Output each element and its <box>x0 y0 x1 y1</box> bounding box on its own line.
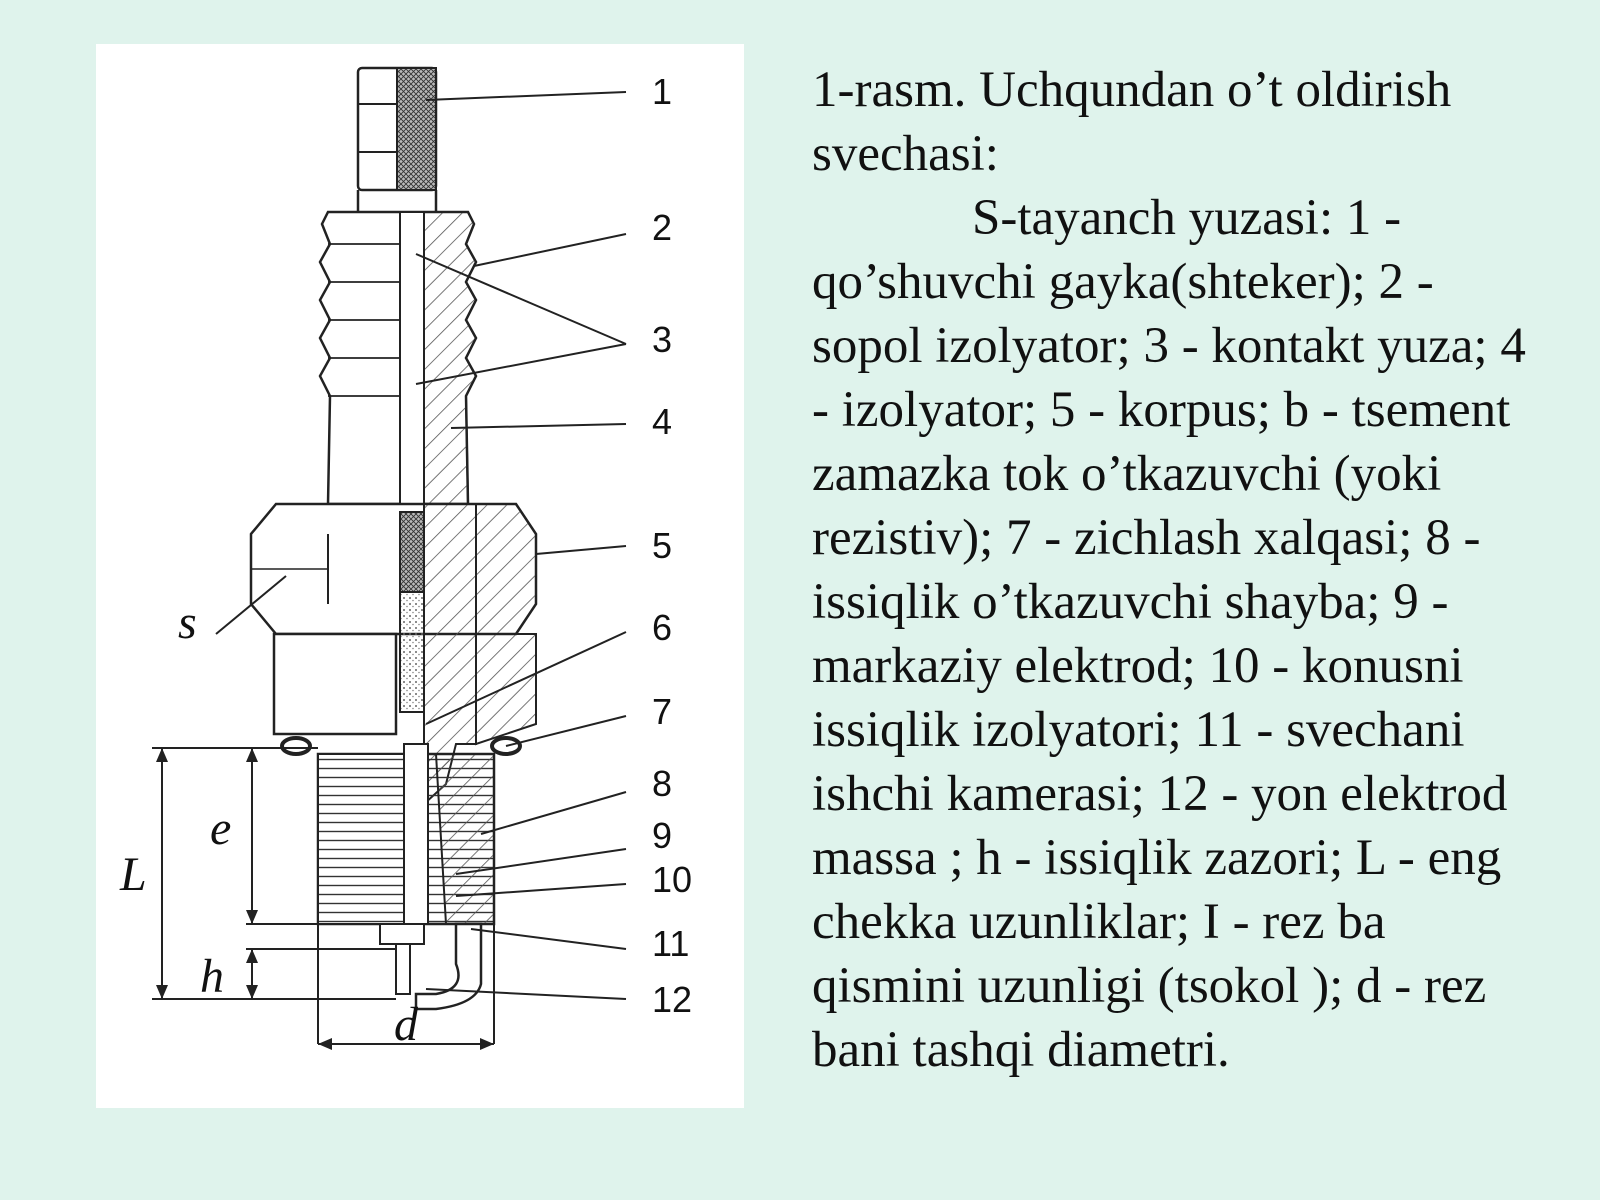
spark-plug-diagram <box>96 44 744 1108</box>
ceramic-insulator <box>320 190 476 512</box>
callout-12: 12 <box>652 979 693 1020</box>
electrode-tip <box>380 924 481 1009</box>
label-e: e <box>210 802 232 855</box>
label-L: L <box>120 848 147 901</box>
callout-8: 8 <box>652 763 673 804</box>
caption-title: 1-rasm. Uchqundan o’t oldirish svechasi: <box>812 62 1452 182</box>
terminal-nut <box>358 68 436 190</box>
callout-6: 6 <box>652 607 673 648</box>
spark-plug-drawing <box>96 44 744 1108</box>
callout-7: 7 <box>652 691 673 732</box>
callout-3: 3 <box>652 319 673 360</box>
callout-4: 4 <box>652 401 673 442</box>
caption-body: S-tayanch yuzasi: 1 - qo’shuvchi gayka(shteker); 2 - sopol izolyator; 3 - kontakt yuza; 4 - izolyator; 5 - korpus; b - tsement zamazka tok o’tkazuvchi (yoki rezistiv); 7 - zichlash xalqasi; 8 - issiqlik o’tkazuvchi shayba; 9 - markaziy elektrod; 10 - konusni issiqlik izolyatori; 11 - svechani ishchi kamerasi; 12 - yon elektrod massa ; h - issiqlik zazori; L - eng chekka uzunliklar; I - rez ba qismini uzunligi (tsokol ); d - rez bani tashqi diametri. <box>812 190 1526 1078</box>
cement-resistor <box>400 512 424 592</box>
label-h: h <box>200 950 224 1003</box>
label-s: s <box>178 596 197 649</box>
callout-9: 9 <box>652 815 673 856</box>
callout-5: 5 <box>652 525 673 566</box>
figure-caption <box>812 58 1542 1082</box>
threaded-shank <box>318 744 494 924</box>
callout-2: 2 <box>652 207 673 248</box>
conductive-seal <box>400 592 424 712</box>
callout-1: 1 <box>652 71 673 112</box>
callout-10: 10 <box>652 859 693 900</box>
callout-numbers <box>652 71 692 1020</box>
label-d: d <box>394 998 418 1051</box>
caption-body-wrap <box>812 186 1542 1082</box>
callout-11: 11 <box>652 923 690 964</box>
hex-shell <box>251 504 536 744</box>
